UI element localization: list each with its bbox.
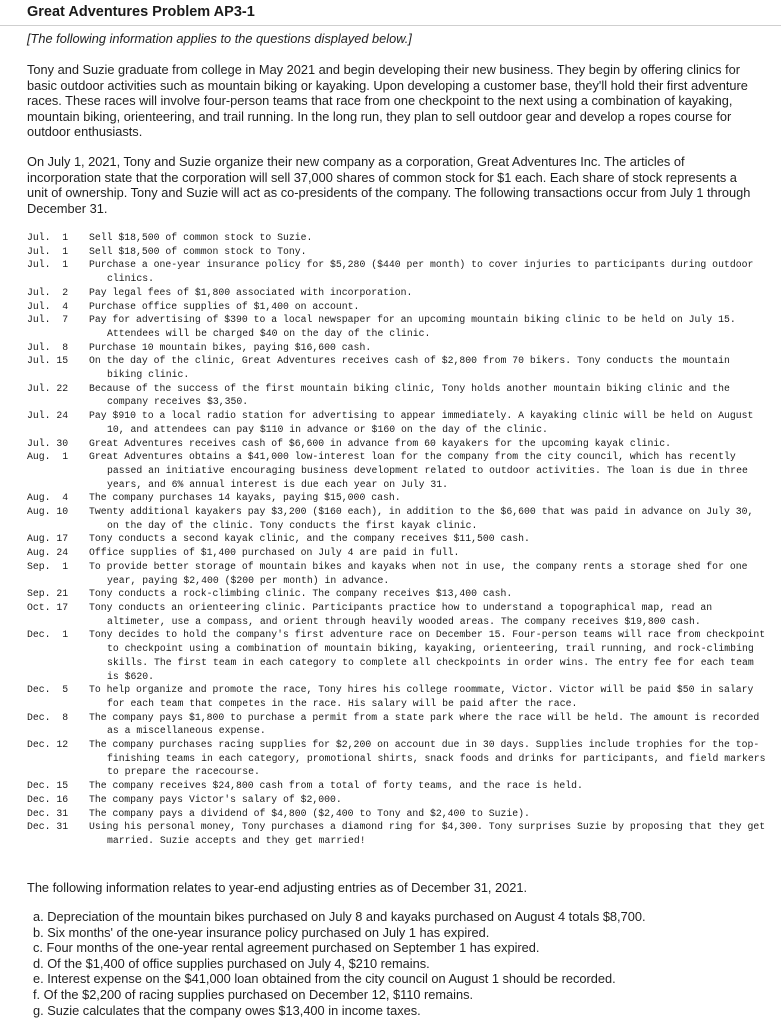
transaction-date: Dec. 12 xyxy=(27,739,69,751)
transaction-date: Dec. 15 xyxy=(27,780,69,792)
transaction-description: To provide better storage of mountain bikes and kayaks when not in use, the company rents a storage shed for one year, paying $2,400 ($200 per month) in advance. xyxy=(89,560,748,586)
transaction-date: Dec. 16 xyxy=(27,793,69,805)
transaction-description: Great Adventures receives cash of $6,600 in advance from 60 kayakers for the upcoming kayak clinic. xyxy=(89,437,672,449)
transaction-list xyxy=(27,231,767,848)
transaction-row xyxy=(27,711,767,738)
transaction-description: Tony conducts an orienteering clinic. Participants practice how to understand a topographical map, read an altimeter, use a compass, and orient through heavily wooded areas. The company receives $19,800 cash. xyxy=(89,601,713,627)
transaction-date: Jul. 8 xyxy=(27,341,69,353)
transaction-description: Great Adventures obtains a $41,000 low-interest loan for the company from the city council, which has recently passed an initiative encouraging business development related to outdoor activities. The loan is due in three years, and 6% annual interest is due each year on July 31. xyxy=(89,451,748,490)
problem-title: Great Adventures Problem AP3-1 xyxy=(27,4,255,20)
transaction-row xyxy=(27,258,767,285)
transaction-row xyxy=(27,231,767,245)
transaction-date: Sep. 21 xyxy=(27,588,69,600)
transaction-description: Purchase office supplies of $1,400 on account. xyxy=(89,300,360,312)
transaction-date: Jul. 15 xyxy=(27,355,69,367)
transaction-date: Sep. 1 xyxy=(27,560,69,572)
transaction-description: Sell $18,500 of common stock to Tony. xyxy=(89,245,307,257)
transaction-row xyxy=(27,437,767,451)
transaction-row xyxy=(27,546,767,560)
adjusting-intro: The following information relates to year-end adjusting entries as of December 31, 2021. xyxy=(27,880,528,895)
transaction-description: The company pays Victor's salary of $2,000. xyxy=(89,793,342,805)
transaction-date: Jul. 1 xyxy=(27,232,69,243)
transaction-description: Tony decides to hold the company's first adventure race on December 15. Four-person teams will race from checkpoint to checkpoint using a combination of mountain biking, kayaking, orienteering, trail running, and rock-climbing skills. The first team in each category to complete all checkpoints in order wins. The entry fee for each team is $620. xyxy=(89,629,766,682)
transaction-row xyxy=(27,491,767,505)
transaction-description: Purchase a one-year insurance policy for $5,280 ($440 per month) to cover injuries to participants during outdoor clinics. xyxy=(89,259,754,285)
transaction-date: Aug. 4 xyxy=(27,492,69,504)
adjustment-item: f. Of the $2,200 of racing supplies purchased on December 12, $110 remains. xyxy=(33,986,474,1002)
transaction-row xyxy=(27,409,767,436)
transaction-date: Dec. 31 xyxy=(27,807,69,819)
transaction-date: Aug. 17 xyxy=(27,533,69,545)
transaction-row xyxy=(27,601,767,628)
transaction-row xyxy=(27,300,767,314)
adjustment-item: g. Suzie calculates that the company owes $13,400 in income taxes. xyxy=(33,1002,421,1018)
setup-paragraph: On July 1, 2021, Tony and Suzie organize their new company as a corporation, Great Adventures Inc. The articles of incorporation state that the corporation will sell 37,000 shares of common stock for $1 each. Each share of stock represents a unit of ownership. Tony and Suzie will act as co-presidents of the company. The following transactions occur from July 1 through December 31. xyxy=(27,154,751,216)
transaction-description: Pay legal fees of $1,800 associated with incorporation. xyxy=(89,286,413,298)
transaction-row xyxy=(27,313,767,340)
transaction-row xyxy=(27,793,767,807)
transaction-row xyxy=(27,450,767,491)
transaction-description: Office supplies of $1,400 purchased on July 4 are paid in full. xyxy=(89,547,460,559)
adjustment-item: e. Interest expense on the $41,000 loan obtained from the city council on August 1 should be recorded. xyxy=(33,971,616,987)
transaction-description: The company purchases racing supplies for $2,200 on account due in 30 days. Supplies include trophies for the top-finishing teams in each category, promotional shirts, snack foods and drinks for participants, and field markers to prepare the racecourse. xyxy=(89,739,766,778)
adjustment-list xyxy=(33,909,763,1018)
transaction-description: Twenty additional kayakers pay $3,200 ($160 each), in addition to the $6,600 that was paid in advance on July 30, on the day of the clinic. Tony conducts the first kayak clinic. xyxy=(89,506,754,531)
transaction-description: To help organize and promote the race, Tony hires his college roommate, Victor. Victor will be paid $50 in salary for each team that competes in the race. His salary will be paid after the race. xyxy=(89,684,754,709)
adjustment-item: c. Four months of the one-year rental agreement purchased on September 1 has expired. xyxy=(33,940,540,956)
transaction-description: Purchase 10 mountain bikes, paying $16,600 cash. xyxy=(89,341,372,353)
transaction-description: Tony conducts a rock-climbing clinic. The company receives $13,400 cash. xyxy=(89,588,513,600)
transaction-date: Dec. 31 xyxy=(27,821,69,833)
intro-paragraph: Tony and Suzie graduate from college in May 2021 and begin developing their new business. They begin by offering clinics for basic outdoor activities such as mountain biking or kayaking. Upon developing a customer base, they'll hold their first adventure races. These races will involve four-person teams that race from one checkpoint to the next using a combination of kayaking, mountain biking, orienteering, and trail running. In the long run, they plan to sell outdoor gear and develop a ropes course for outdoor enthusiasts. xyxy=(27,62,748,139)
transaction-date: Jul. 1 xyxy=(27,259,69,271)
transaction-row xyxy=(27,738,767,779)
transaction-date: Jul. 30 xyxy=(27,437,69,449)
transaction-date: Jul. 22 xyxy=(27,382,69,394)
transaction-row xyxy=(27,532,767,546)
adjustment-item: a. Depreciation of the mountain bikes purchased on July 8 and kayaks purchased on August 4 totals $8,700. xyxy=(33,909,646,924)
transaction-row xyxy=(27,560,767,587)
transaction-description: Pay for advertising of $390 to a local newspaper for an upcoming mountain biking clinic to be held on July 15. Attendees will be charged $40 on the day of the clinic. xyxy=(89,314,736,339)
transaction-date: Aug. 10 xyxy=(27,506,69,518)
transaction-description: The company receives $24,800 cash from a total of forty teams, and the race is held. xyxy=(89,780,583,792)
transaction-description: The company pays $1,800 to purchase a permit from a state park where the race will be held. The amount is recorded as a miscellaneous expense. xyxy=(89,711,760,737)
transaction-row xyxy=(27,779,767,793)
title-divider xyxy=(0,25,781,26)
transaction-row xyxy=(27,628,767,683)
transaction-row xyxy=(27,245,767,259)
transaction-description: On the day of the clinic, Great Adventures receives cash of $2,800 from 70 bikers. Tony conducts the mountain biking clinic. xyxy=(89,355,730,381)
transaction-description: Using his personal money, Tony purchases a diamond ring for $4,300. Tony surprises Suzie by proposing that they get married. Suzie accepts and they get married! xyxy=(89,821,766,846)
transaction-date: Jul. 24 xyxy=(27,410,69,422)
transaction-description: Sell $18,500 of common stock to Suzie. xyxy=(89,232,313,243)
transaction-row xyxy=(27,505,767,532)
adjustment-item: d. Of the $1,400 of office supplies purchased on July 4, $210 remains. xyxy=(33,955,430,971)
transaction-date: Dec. 8 xyxy=(27,711,69,723)
adjustment-item: b. Six months' of the one-year insurance policy purchased on July 1 has expired. xyxy=(33,924,490,940)
transaction-row xyxy=(27,587,767,601)
transaction-date: Jul. 1 xyxy=(27,245,69,257)
transaction-date: Dec. 1 xyxy=(27,629,69,641)
transaction-date: Dec. 5 xyxy=(27,684,69,696)
transaction-date: Jul. 2 xyxy=(27,286,69,298)
transaction-row xyxy=(27,382,767,409)
transaction-date: Jul. 4 xyxy=(27,300,69,312)
transaction-description: Tony conducts a second kayak clinic, and the company receives $11,500 cash. xyxy=(89,533,530,545)
transaction-date: Oct. 17 xyxy=(27,601,69,613)
transaction-row xyxy=(27,820,767,847)
transaction-description: The company pays a dividend of $4,800 ($2,400 to Tony and $2,400 to Suzie). xyxy=(89,807,530,819)
transaction-row xyxy=(27,286,767,300)
transaction-description: Pay $910 to a local radio station for advertising to appear immediately. A kayaking clinic will be held on August 10, and attendees can pay $110 in advance or $160 on the day of the clinic. xyxy=(89,410,754,435)
transaction-row xyxy=(27,354,767,381)
problem-subtitle: [The following information applies to the questions displayed below.] xyxy=(27,31,412,46)
transaction-row xyxy=(27,807,767,821)
transaction-row xyxy=(27,341,767,355)
transaction-description: Because of the success of the first mountain biking clinic, Tony holds another mountain biking clinic and the company receives $3,350. xyxy=(89,382,730,408)
transaction-date: Jul. 7 xyxy=(27,314,69,326)
transaction-date: Aug. 24 xyxy=(27,547,69,559)
transaction-row xyxy=(27,683,767,710)
transaction-date: Aug. 1 xyxy=(27,451,69,463)
transaction-description: The company purchases 14 kayaks, paying $15,000 cash. xyxy=(89,492,401,504)
